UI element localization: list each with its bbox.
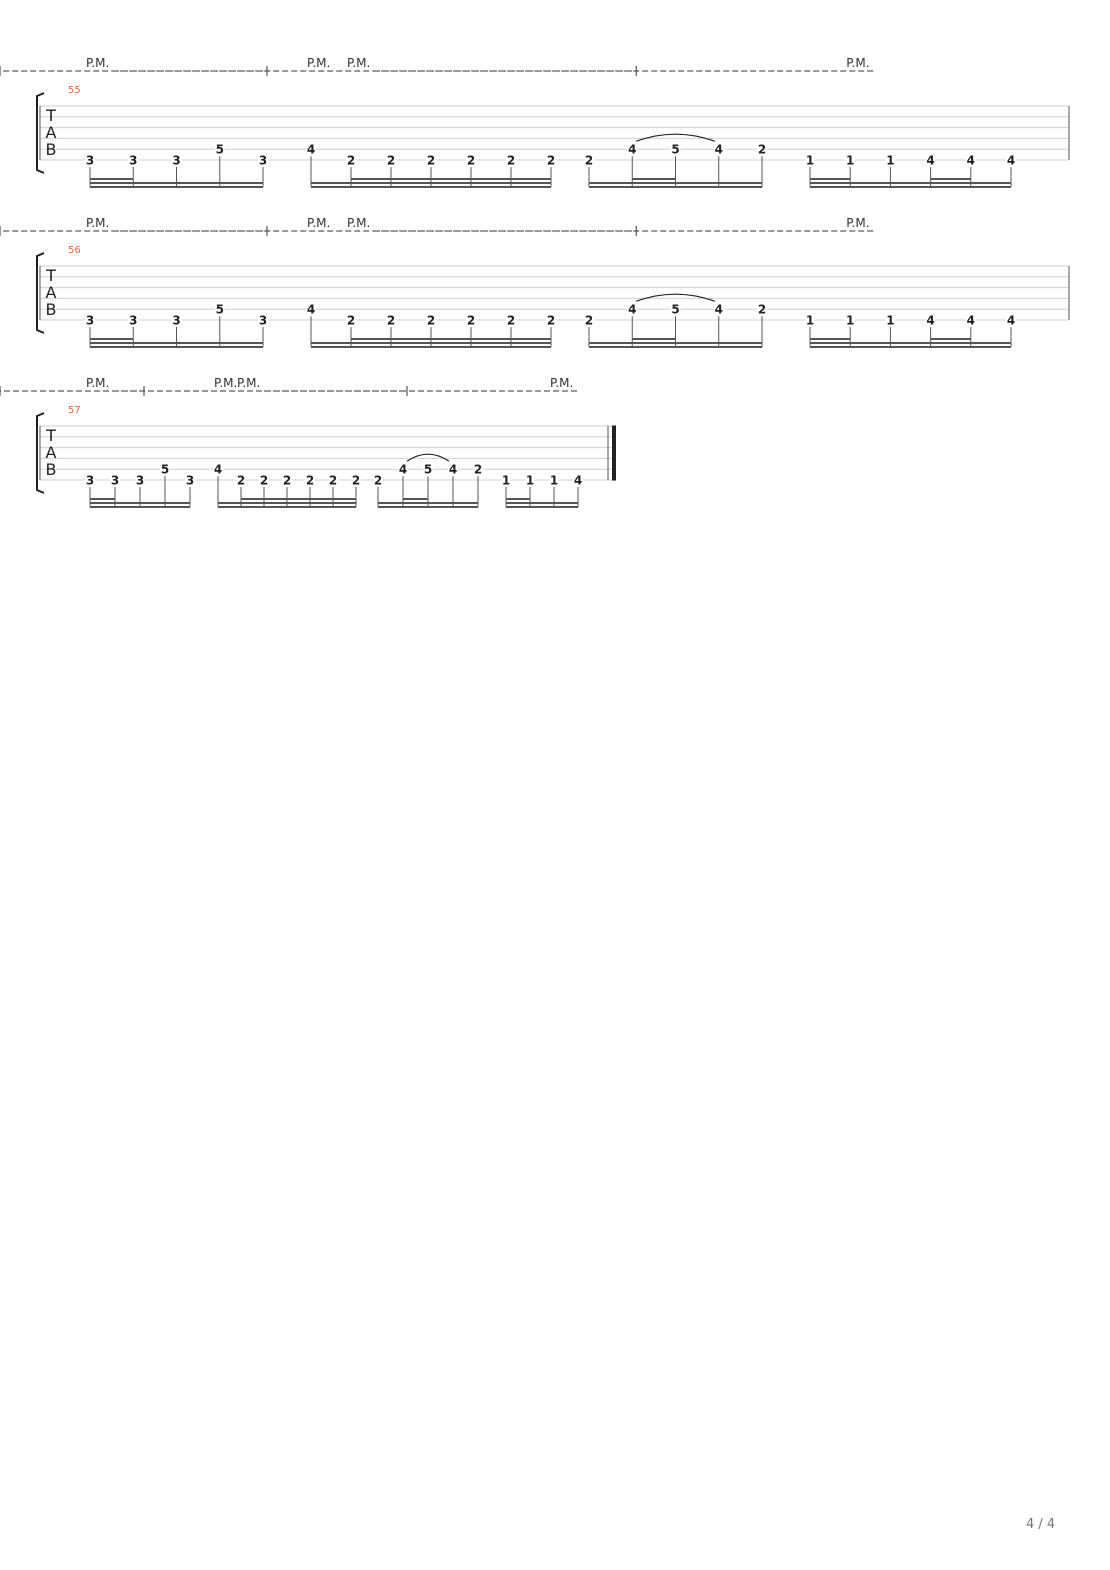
palm-mute-label: P.M. xyxy=(214,376,238,390)
fret-number: 5 xyxy=(215,302,224,317)
palm-mute-label: P.M. xyxy=(86,216,110,230)
slur xyxy=(636,294,715,301)
fret-number: 2 xyxy=(305,473,315,488)
tab-clef-letter: T xyxy=(46,426,56,445)
fret-number: 1 xyxy=(805,153,815,168)
fret-number: 3 xyxy=(85,473,95,488)
measure-number: 56 xyxy=(68,245,81,256)
palm-mute-label: P.M. xyxy=(347,56,371,70)
fret-number: 2 xyxy=(506,153,516,168)
fret-number: 1 xyxy=(549,473,559,488)
fret-number: 2 xyxy=(259,473,269,488)
palm-mute-label: P.M. xyxy=(846,216,870,230)
fret-number: 4 xyxy=(448,462,458,477)
slur xyxy=(636,134,715,141)
measure-number: 57 xyxy=(68,405,81,416)
fret-number: 1 xyxy=(886,313,895,328)
fret-number: 5 xyxy=(671,302,680,317)
fret-number: 4 xyxy=(213,462,223,477)
fret-number: 2 xyxy=(466,313,476,328)
palm-mute-label: P.M. xyxy=(846,56,870,70)
fret-number: 1 xyxy=(886,153,895,168)
fret-number: 2 xyxy=(346,153,356,168)
fret-number: 2 xyxy=(282,473,292,488)
tab-clef-letter: T xyxy=(46,106,56,125)
fret-number: 2 xyxy=(426,153,436,168)
fret-number: 4 xyxy=(628,142,637,157)
tab-clef-letter: A xyxy=(45,443,57,462)
fret-number: 2 xyxy=(386,313,396,328)
fret-number: 4 xyxy=(306,302,316,317)
fret-number: 2 xyxy=(351,473,361,488)
palm-mute-label: P.M. xyxy=(550,376,574,390)
fret-number: 3 xyxy=(135,473,145,488)
fret-number: 2 xyxy=(236,473,246,488)
palm-mute-label: P.M. xyxy=(86,376,110,390)
fret-number: 4 xyxy=(966,153,975,168)
fret-number: 2 xyxy=(506,313,516,328)
fret-number: 5 xyxy=(671,142,680,157)
measure-number: 55 xyxy=(68,85,81,96)
fret-number: 5 xyxy=(423,462,433,477)
tab-clef-letter: B xyxy=(45,300,57,319)
fret-number: 4 xyxy=(1006,313,1016,328)
fret-number: 3 xyxy=(172,313,181,328)
fret-number: 4 xyxy=(306,142,316,157)
fret-number: 1 xyxy=(525,473,535,488)
fret-number: 2 xyxy=(386,153,396,168)
fret-number: 2 xyxy=(546,313,556,328)
fret-number: 3 xyxy=(129,313,138,328)
tab-system-56 xyxy=(0,216,1069,347)
fret-number: 3 xyxy=(129,153,138,168)
palm-mute-label: P.M. xyxy=(237,376,261,390)
palm-mute-label: P.M. xyxy=(307,56,331,70)
palm-mute-label: P.M. xyxy=(347,216,371,230)
fret-number: 4 xyxy=(714,142,723,157)
fret-number: 1 xyxy=(805,313,815,328)
fret-number: 4 xyxy=(714,302,723,317)
fret-number: 2 xyxy=(426,313,436,328)
tab-system-57 xyxy=(0,376,614,507)
fret-number: 5 xyxy=(160,462,170,477)
fret-number: 4 xyxy=(628,302,637,317)
fret-number: 1 xyxy=(846,153,855,168)
fret-number: 2 xyxy=(584,153,594,168)
page-number: 4 / 4 xyxy=(1026,1517,1056,1532)
fret-number: 1 xyxy=(501,473,511,488)
fret-number: 2 xyxy=(328,473,338,488)
fret-number: 4 xyxy=(398,462,408,477)
fret-number: 3 xyxy=(258,313,268,328)
fret-number: 4 xyxy=(573,473,583,488)
fret-number: 4 xyxy=(926,153,935,168)
fret-number: 2 xyxy=(473,462,483,477)
tab-clef-letter: A xyxy=(45,123,57,142)
fret-number: 2 xyxy=(346,313,356,328)
fret-number: 2 xyxy=(757,142,767,157)
fret-number: 3 xyxy=(85,313,95,328)
tab-clef-letter: B xyxy=(45,460,57,479)
fret-number: 3 xyxy=(258,153,268,168)
fret-number: 4 xyxy=(966,313,975,328)
fret-number: 3 xyxy=(110,473,120,488)
fret-number: 3 xyxy=(172,153,181,168)
fret-number: 4 xyxy=(1006,153,1016,168)
fret-number: 2 xyxy=(466,153,476,168)
fret-number: 1 xyxy=(846,313,855,328)
tab-clef-letter: B xyxy=(45,140,57,159)
fret-number: 2 xyxy=(373,473,383,488)
slur xyxy=(407,454,449,461)
palm-mute-label: P.M. xyxy=(307,216,331,230)
fret-number: 2 xyxy=(584,313,594,328)
fret-number: 3 xyxy=(185,473,195,488)
tab-clef-letter: T xyxy=(46,266,56,285)
fret-number: 3 xyxy=(85,153,95,168)
fret-number: 4 xyxy=(926,313,935,328)
palm-mute-label: P.M. xyxy=(86,56,110,70)
tab-clef-letter: A xyxy=(45,283,57,302)
tab-system-55 xyxy=(0,56,1069,187)
fret-number: 2 xyxy=(757,302,767,317)
fret-number: 2 xyxy=(546,153,556,168)
fret-number: 5 xyxy=(215,142,224,157)
